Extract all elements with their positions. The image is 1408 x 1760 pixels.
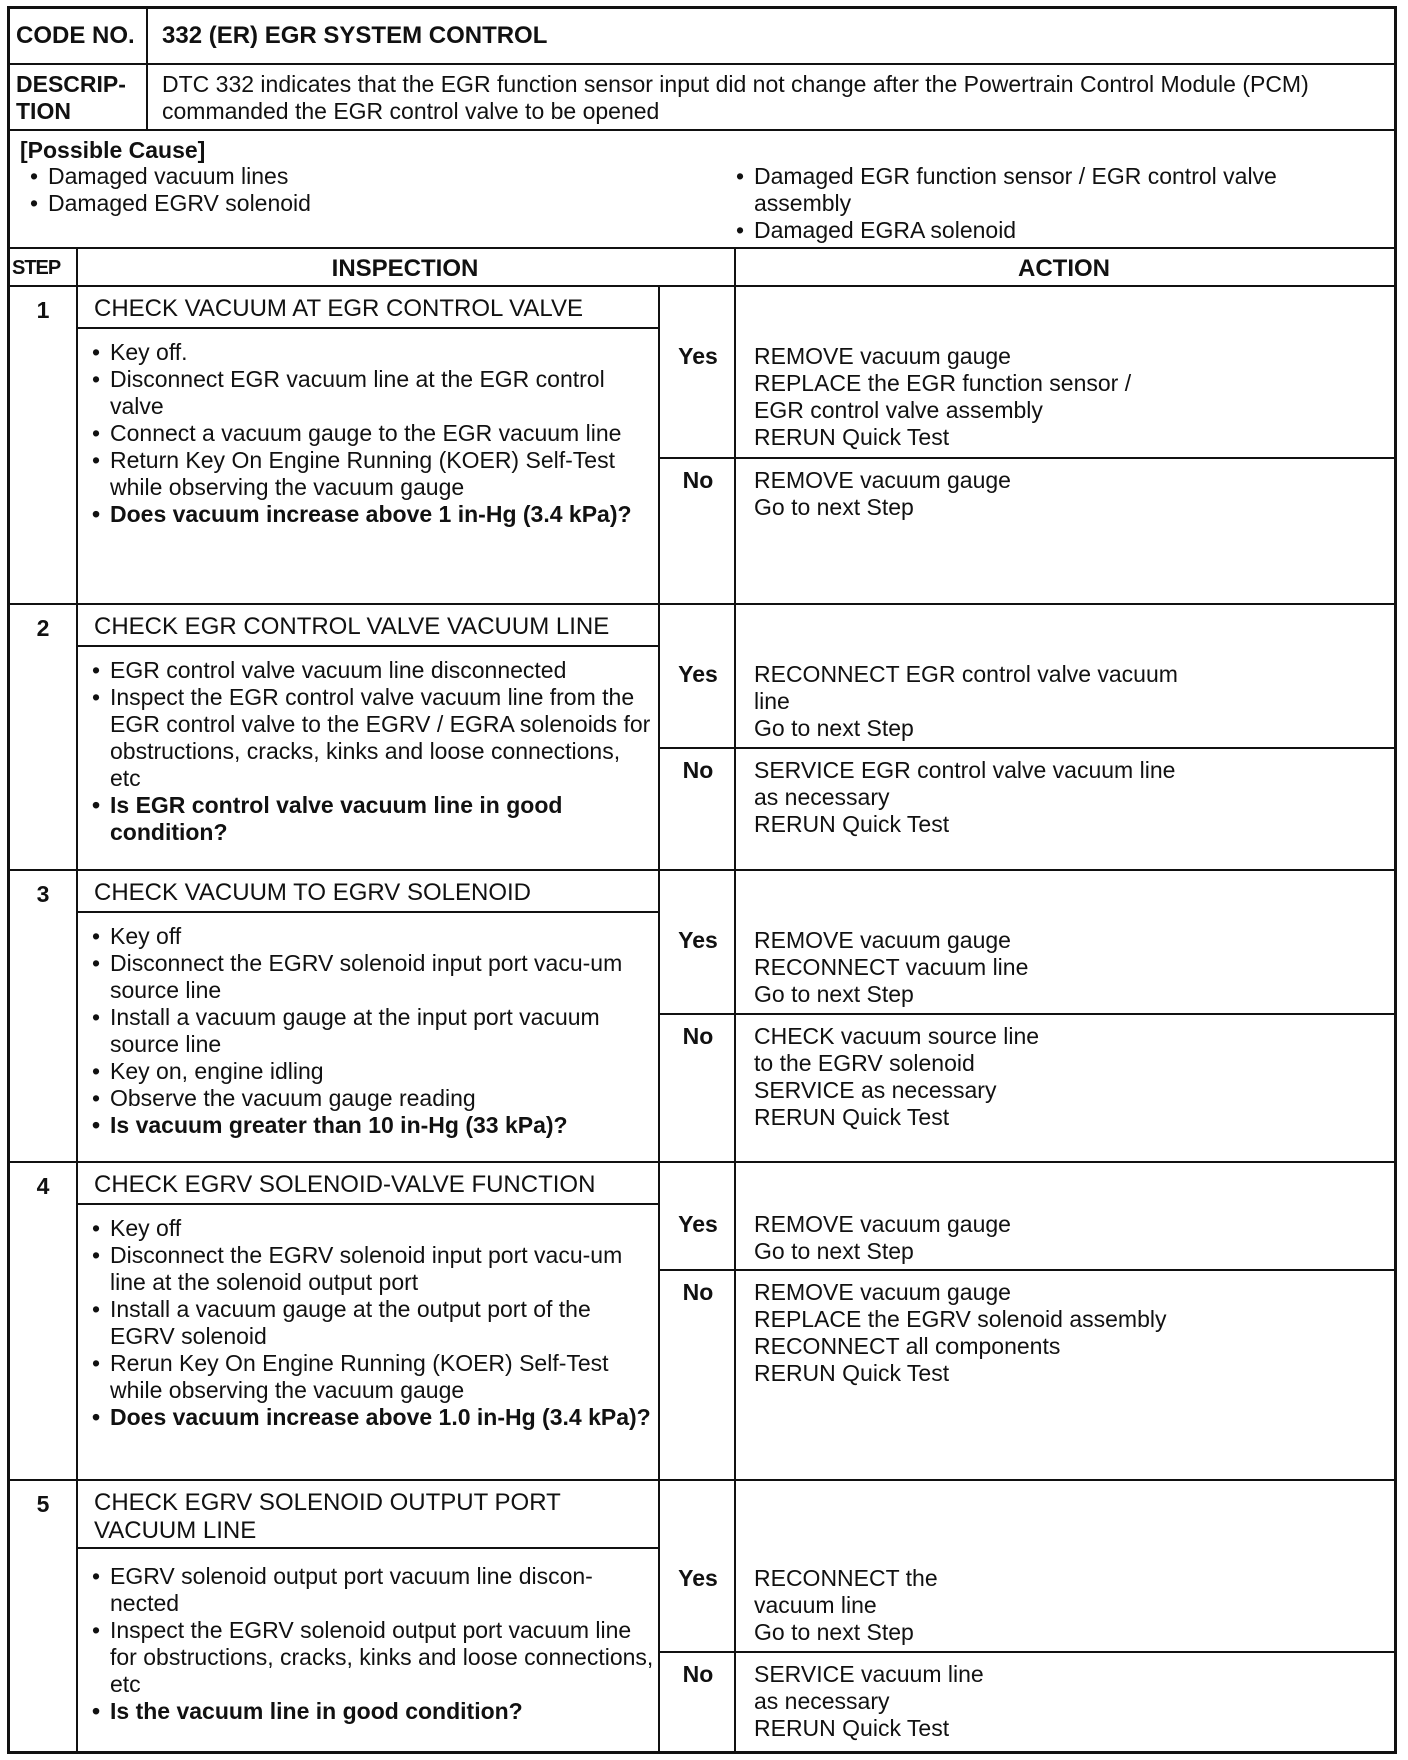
- description-text: DTC 332 indicates that the EGR function sensor input did not change after the Powertrain Control Module (PCM) commanded the EGR control valve to be opened: [162, 71, 1309, 124]
- no-action: SERVICE EGR control valve vacuum line as necessary RERUN Quick Test: [754, 757, 1176, 837]
- yes-label: Yes: [678, 343, 718, 369]
- yes-label: Yes: [678, 661, 718, 687]
- step-number: 4: [36, 1173, 50, 1199]
- yes-label: Yes: [678, 927, 718, 953]
- list-item: • Key on, engine idling: [86, 1058, 656, 1085]
- yes-action: REMOVE vacuum gauge REPLACE the EGR function sensor / EGR control valve assembly RERUN Quick Test: [754, 343, 1132, 450]
- dtc-table: [7, 6, 1397, 1754]
- list-item: • Disconnect the EGRV solenoid input port vacu-um source line: [86, 950, 656, 1004]
- list-item: • Damaged EGRA solenoid: [730, 217, 1277, 244]
- no-label: No: [682, 1023, 714, 1049]
- step-number: 1: [36, 297, 50, 323]
- step-title: CHECK EGR CONTROL VALVE VACUUM LINE: [78, 605, 658, 647]
- no-action: CHECK vacuum source line to the EGRV solenoid SERVICE as necessary RERUN Quick Test: [754, 1023, 1040, 1130]
- list-item: • Damaged vacuum lines: [24, 163, 311, 190]
- step-5: [10, 1481, 1394, 1751]
- list-item: • Damaged EGR function sensor / EGR control valve assembly: [730, 163, 1277, 217]
- step-2: [10, 605, 1394, 871]
- code-row: [10, 9, 1394, 65]
- list-item: • Return Key On Engine Running (KOER) Self-Test while observing the vacuum gauge: [86, 447, 656, 501]
- list-item: • Key off: [86, 1215, 656, 1242]
- column-header-row: [10, 249, 1394, 287]
- step-question: • Is EGR control valve vacuum line in good condition?: [86, 792, 656, 846]
- list-item: • Install a vacuum gauge at the output port of the EGRV solenoid: [86, 1296, 656, 1350]
- step-number: 2: [36, 615, 50, 641]
- list-item: • EGR control valve vacuum line disconnected: [86, 657, 656, 684]
- description-row: [10, 65, 1394, 131]
- list-item: • Damaged EGRV solenoid: [24, 190, 311, 217]
- step-title: CHECK VACUUM AT EGR CONTROL VALVE: [78, 287, 658, 329]
- list-item: • Rerun Key On Engine Running (KOER) Self-Test while observing the vacuum gauge: [86, 1350, 656, 1404]
- step-inspection: [86, 657, 656, 846]
- possible-cause-row: [10, 131, 1394, 249]
- list-item: • Connect a vacuum gauge to the EGR vacuum line: [86, 420, 656, 447]
- column-action: ACTION: [1018, 255, 1110, 282]
- list-item: • Key off.: [86, 339, 656, 366]
- yes-action: RECONNECT the vacuum line Go to next Step: [754, 1565, 938, 1645]
- step-number: 3: [36, 881, 50, 907]
- step-question: • Does vacuum increase above 1.0 in-Hg (3.4 kPa)?: [86, 1404, 656, 1431]
- step-title: CHECK EGRV SOLENOID OUTPUT PORT VACUUM LINE: [78, 1481, 658, 1549]
- yes-action: REMOVE vacuum gauge RECONNECT vacuum line Go to next Step: [754, 927, 1029, 1007]
- step-inspection: [86, 1215, 656, 1431]
- no-action: REMOVE vacuum gauge REPLACE the EGRV solenoid assembly RECONNECT all components RERUN Quick Test: [754, 1279, 1167, 1386]
- list-item: • Disconnect EGR vacuum line at the EGR control valve: [86, 366, 656, 420]
- step-inspection: [86, 923, 656, 1139]
- no-label: No: [682, 1661, 714, 1687]
- list-item: • Observe the vacuum gauge reading: [86, 1085, 656, 1112]
- step-1: [10, 287, 1394, 605]
- step-3: [10, 871, 1394, 1163]
- step-inspection: [86, 1563, 656, 1725]
- possible-cause-title: [Possible Cause]: [20, 137, 206, 163]
- list-item: • Install a vacuum gauge at the input port vacuum source line: [86, 1004, 656, 1058]
- no-action: REMOVE vacuum gauge Go to next Step: [754, 467, 1011, 520]
- yes-label: Yes: [678, 1565, 718, 1591]
- list-item: • Key off: [86, 923, 656, 950]
- list-item: • Disconnect the EGRV solenoid input port vacu-um line at the solenoid output port: [86, 1242, 656, 1296]
- step-4: [10, 1163, 1394, 1481]
- description-label: DESCRIP- TION: [16, 71, 126, 124]
- list-item: • EGRV solenoid output port vacuum line discon-nected: [86, 1563, 656, 1617]
- code-title: 332 (ER) EGR SYSTEM CONTROL: [162, 22, 548, 49]
- no-action: SERVICE vacuum line as necessary RERUN Quick Test: [754, 1661, 984, 1741]
- possible-cause-left-list: [24, 163, 311, 217]
- no-label: No: [682, 757, 714, 783]
- column-inspection: INSPECTION: [331, 255, 479, 282]
- step-title: CHECK VACUUM TO EGRV SOLENOID: [78, 871, 658, 913]
- code-label: CODE NO.: [16, 22, 135, 49]
- yes-action: RECONNECT EGR control valve vacuum line Go to next Step: [754, 661, 1178, 741]
- no-label: No: [682, 467, 714, 493]
- step-question: • Does vacuum increase above 1 in-Hg (3.4 kPa)?: [86, 501, 656, 528]
- yes-label: Yes: [678, 1211, 718, 1237]
- yes-action: REMOVE vacuum gauge Go to next Step: [754, 1211, 1011, 1264]
- step-question: • Is vacuum greater than 10 in-Hg (33 kPa)?: [86, 1112, 656, 1139]
- column-step: STEP: [12, 257, 61, 279]
- step-title: CHECK EGRV SOLENOID-VALVE FUNCTION: [78, 1163, 658, 1205]
- step-inspection: [86, 339, 656, 528]
- step-number: 5: [36, 1491, 50, 1517]
- no-label: No: [682, 1279, 714, 1305]
- possible-cause-right-list: [730, 163, 1277, 244]
- list-item: • Inspect the EGR control valve vacuum line from the EGR control valve to the EGRV / EGRA solenoids for obstructions, cracks, kinks and loose connections, etc: [86, 684, 656, 792]
- list-item: • Inspect the EGRV solenoid output port vacuum line for obstructions, cracks, kinks and loose connections, etc: [86, 1617, 656, 1698]
- step-question: • Is the vacuum line in good condition?: [86, 1698, 656, 1725]
